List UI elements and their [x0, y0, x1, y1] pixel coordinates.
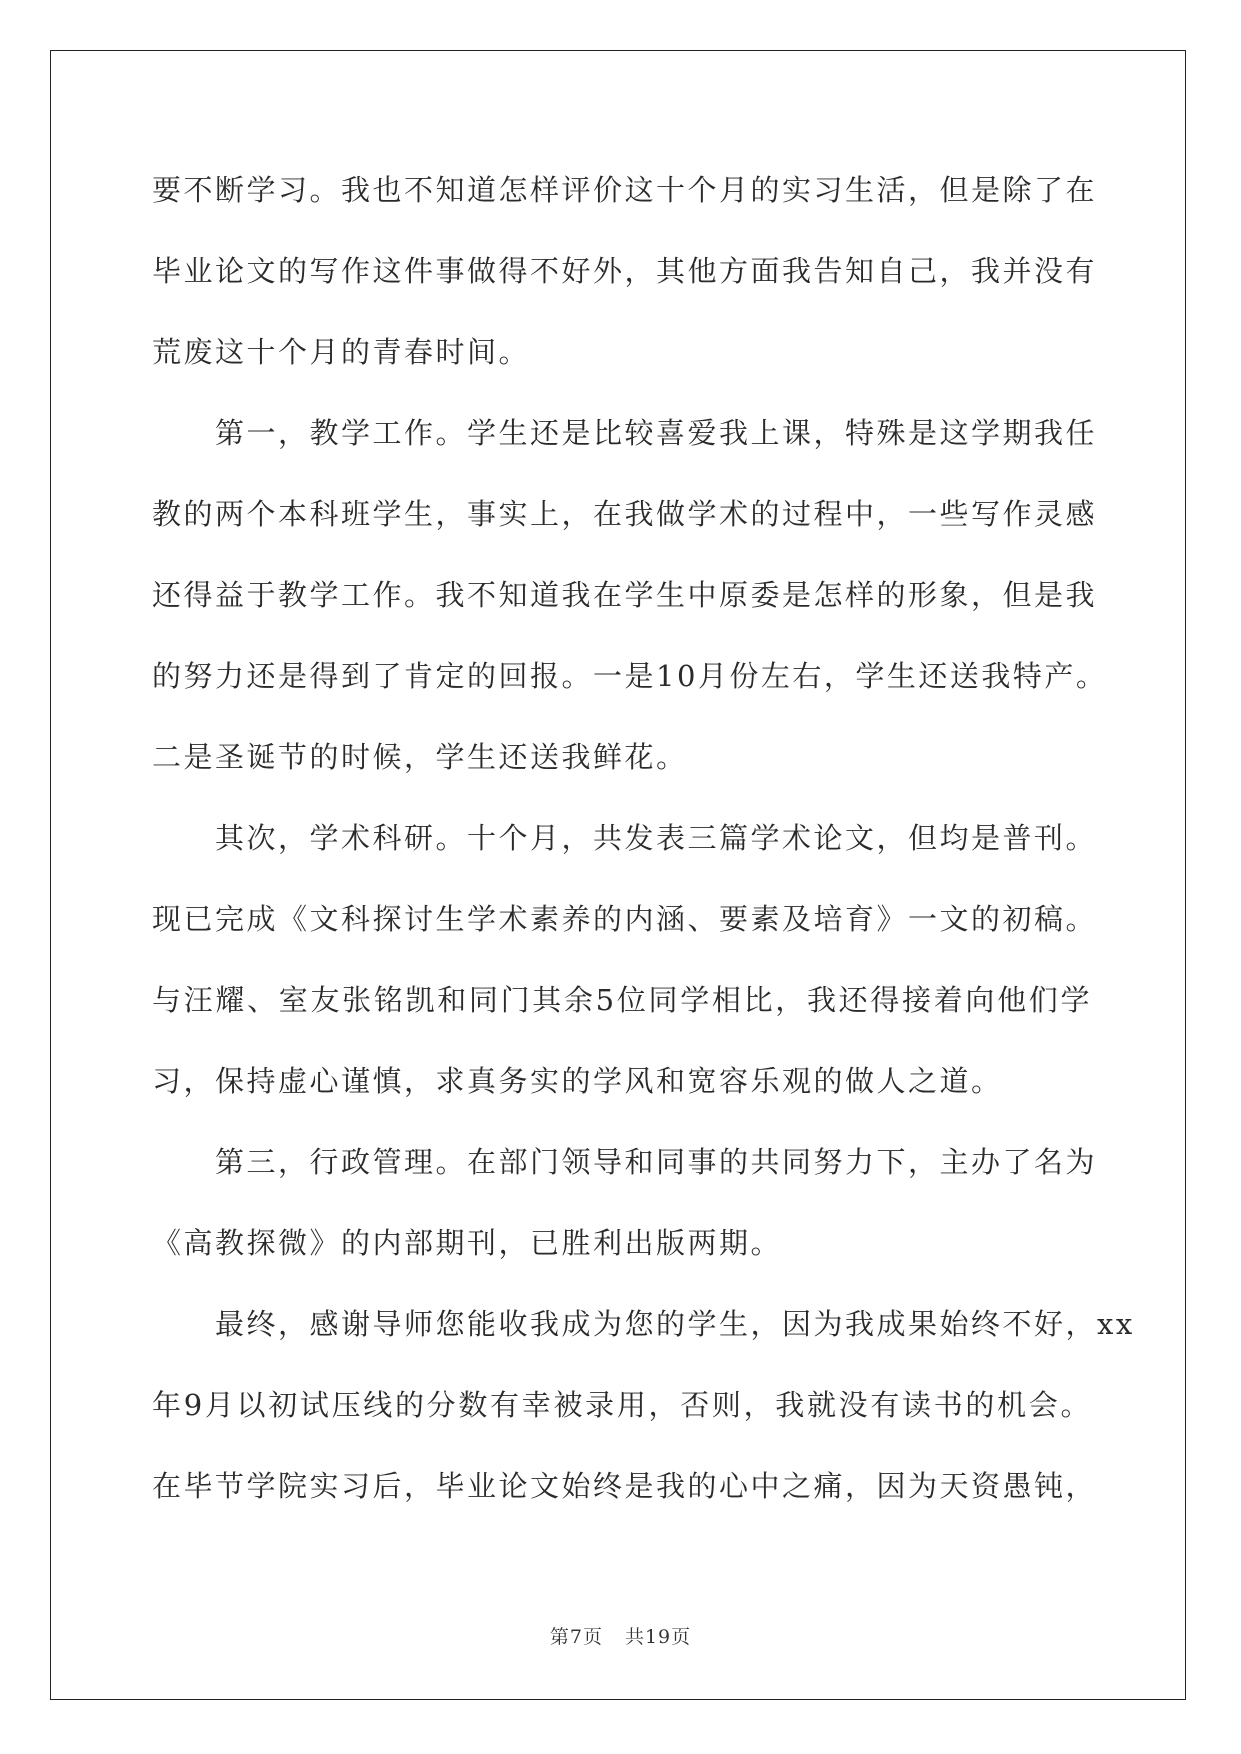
text-line: 《高教探微》的内部期刊，已胜利出版两期。	[152, 1226, 783, 1260]
text-line: 习，保持虚心谨慎，求真务实的学风和宽容乐观的做人之道。	[152, 1064, 1003, 1098]
document-body	[152, 160, 1135, 1537]
page-number: 第7页	[549, 1626, 603, 1648]
text-line: 毕业论文的写作这件事做得不好外，其他方面我告知自己，我并没有	[152, 254, 1098, 288]
page-footer	[0, 1622, 1241, 1649]
text-line: 还得益于教学工作。我不知道我在学生中原委是怎样的形象，但是我	[152, 578, 1098, 612]
paragraph-first-line: 第三，行政管理。在部门领导和同事的共同努力下，主办了名为	[215, 1145, 1098, 1179]
text-line: 现已完成《文科探讨生学术素养的内涵、要素及培育》一文的初稿。	[152, 902, 1098, 936]
text-line: 教的两个本科班学生，事实上，在我做学术的过程中，一些写作灵感	[152, 497, 1098, 531]
paragraph-first-line: 其次，学术科研。十个月，共发表三篇学术论文，但均是普刊。	[215, 821, 1098, 855]
paragraph-first-line: 最终，感谢导师您能收我成为您的学生，因为我成果始终不好，xx	[215, 1307, 1135, 1341]
text-line: 要不断学习。我也不知道怎样评价这十个月的实习生活，但是除了在	[152, 173, 1098, 207]
text-line: 的努力还是得到了肯定的回报。一是10月份左右，学生还送我特产。	[152, 659, 1108, 693]
paragraph-first-line: 第一，教学工作。学生还是比较喜爱我上课，特殊是这学期我任	[215, 416, 1098, 450]
text-line: 与汪耀、室友张铭凯和同门其余5位同学相比，我还得接着向他们学	[152, 983, 1092, 1017]
text-line: 年9月以初试压线的分数有幸被录用，否则，我就没有读书的机会。	[152, 1388, 1092, 1422]
text-line: 二是圣诞节的时候，学生还送我鲜花。	[152, 740, 688, 774]
text-line: 荒废这十个月的青春时间。	[152, 335, 531, 369]
page-total: 共19页	[624, 1626, 692, 1648]
text-line: 在毕节学院实习后，毕业论文始终是我的心中之痛，因为天资愚钝，	[152, 1469, 1098, 1503]
